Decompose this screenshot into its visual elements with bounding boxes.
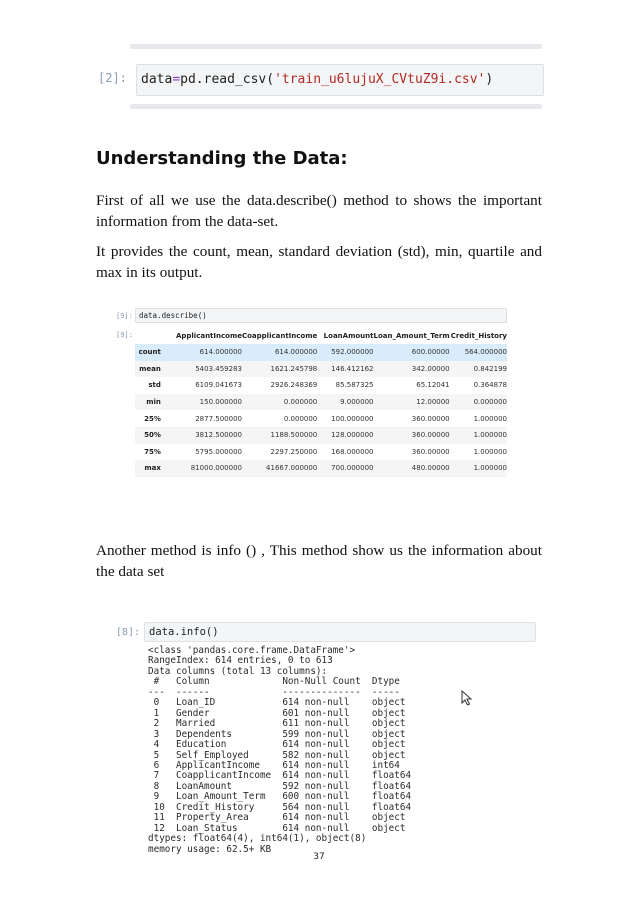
table-cell: 360.00000 [411,447,450,456]
row-label: min [135,394,161,411]
table-cell: 128.000000 [317,427,373,444]
table-cell: 3812.500000 [161,427,242,444]
describe-header-row [135,328,507,344]
table-row [135,344,507,361]
table-cell: 592.000000 [317,344,373,361]
table-cell: 168.000000 [331,447,374,456]
describe-out-prompt: [9]: [116,331,133,339]
table-cell: 146.412162 [317,361,373,378]
row-label: mean [135,361,161,378]
table-cell: 41667.000000 [242,460,317,477]
describe-header-cell: Loan_Amount_Term [373,332,450,340]
table-cell: 2297.250000 [270,447,318,456]
table-row [135,361,507,378]
table-cell: 614.000000 [161,344,242,361]
mouse-pointer-icon [461,690,473,706]
clipped-code-line-top [130,44,542,54]
table-cell: 150.000000 [161,394,242,411]
table-cell: 65.12041 [416,381,450,390]
code-input[interactable] [136,64,544,96]
code-close: ) [485,72,494,87]
table-cell: 0.364878 [473,381,507,390]
paragraph-describe-outputs: It provides the count, mean, standard deviation (std), min, quartile and max in its output. [96,243,542,281]
table-cell: 1.000000 [450,427,507,444]
table-cell: 700.000000 [317,460,373,477]
describe-header-cell: ApplicantIncome [175,332,242,340]
code-string: 'train_u6lujuX_CVtuZ9i.csv' [274,72,486,87]
clipped-code-line-bottom [130,104,542,114]
table-row [135,460,507,477]
table-cell: 1188.500000 [242,427,317,444]
row-label: 25% [144,414,161,423]
table-cell: 9.000000 [317,394,373,411]
describe-in-prompt: [9]: [116,312,133,320]
describe-cell [112,306,507,486]
info-code-input[interactable]: data.info() [144,622,536,642]
code-variable: data [141,72,173,87]
paragraph-describe-intro: First of all we use the data.describe() method to shows the important information from the data-set. [96,192,542,230]
describe-header-cell: LoanAmount [323,332,374,340]
row-label: 50% [135,427,161,444]
table-cell: 360.00000 [373,427,449,444]
table-cell: 1.000000 [450,460,507,477]
row-label: max [135,460,161,477]
info-output: <class 'pandas.core.frame.DataFrame'> RangeIndex: 614 entries, 0 to 613 Data columns (total 13 columns): # Column Non-Null Count Dtype --- ------ -------------- ----- 0 Loan_ID 614 non-null object 1 Gender 601 non-null object 2 Married 611 non-null object 3 Dependents 599 non-null object 4 Education 614 non-null object 5 Self_Employed 582 non-null object 6 ApplicantIncome 614 non-null int64 7 CoapplicantIncome 614 non-null float64 8 LoanAmount 592 non-null float64 9 Loan_Amount_Term 600 non-null float64 10 Credit_History 564 non-null float64 11 Property_Area 614 non-null object 12 Loan_Status 614 non-null object dtypes: float64(4), int64(1), object(8) memory usage: 62.5+ KB [148,645,412,855]
code-operator: = [172,72,181,87]
row-label: count [135,344,161,361]
table-cell: 600.00000 [373,344,449,361]
describe-header-corner [135,328,161,344]
table-row [135,394,507,411]
table-cell: 5403.459283 [161,361,242,378]
table-cell: 0.000000 [450,394,507,411]
row-label: std [148,381,161,390]
paragraph-info-intro: Another method is info () , This method show us the information about the data set [96,542,542,580]
table-cell: 360.00000 [411,414,450,423]
table-cell: 342.00000 [373,361,449,378]
table-row [135,377,507,394]
table-cell: 1.000000 [473,414,507,423]
describe-header-cell: Credit_History [450,332,507,340]
page-number: 37 [313,852,325,862]
table-cell: 85.587325 [335,381,374,390]
table-cell: 0.842199 [450,361,507,378]
table-cell: 0.000000 [242,394,317,411]
table-cell: 100.000000 [331,414,374,423]
table-cell: 480.00000 [373,460,449,477]
table-cell: 1.000000 [473,447,507,456]
table-cell: 5795.000000 [195,447,242,456]
table-cell: 2926.248369 [270,381,318,390]
section-heading: Understanding the Data: [96,148,348,169]
table-cell: 614.000000 [242,344,317,361]
code-cell-read-csv[interactable] [98,64,544,96]
cell-prompt: [2]: [98,71,127,85]
table-row [135,410,507,427]
code-call: pd.read_csv( [180,72,275,87]
table-cell: 2877.500000 [195,414,242,423]
describe-code-input[interactable]: data.describe() [135,308,507,323]
table-row [135,427,507,444]
describe-table [135,328,507,477]
row-label: 75% [144,447,161,456]
table-cell: 12.00000 [373,394,449,411]
info-in-prompt: [8]: [116,627,141,638]
table-cell: 564.000000 [450,344,507,361]
table-cell: 1621.245798 [242,361,317,378]
table-row [135,444,507,461]
table-cell: 81000.000000 [161,460,242,477]
table-cell: 6109.041673 [195,381,242,390]
describe-header-cell: CoapplicantIncome [241,332,318,340]
table-cell: 0.000000 [283,414,318,423]
